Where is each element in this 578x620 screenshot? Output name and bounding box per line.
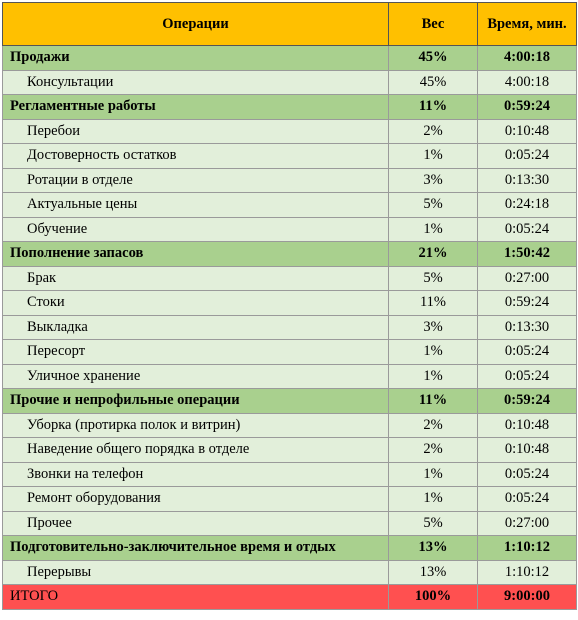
weight-cell: 1%: [389, 462, 478, 487]
weight-cell: 13%: [389, 560, 478, 585]
time-cell: 0:24:18: [478, 193, 577, 218]
weight-cell: 1%: [389, 340, 478, 365]
time-cell: 0:59:24: [478, 95, 577, 120]
time-cell: 0:27:00: [478, 266, 577, 291]
time-cell: 0:10:48: [478, 413, 577, 438]
operation-name-cell: Продажи: [3, 46, 389, 71]
table-row: [3, 291, 577, 316]
time-cell: 1:10:12: [478, 536, 577, 561]
table-row: [3, 413, 577, 438]
operation-name-cell: Подготовительно-заключительное время и отдых: [3, 536, 389, 561]
weight-cell: 2%: [389, 413, 478, 438]
time-cell: 0:13:30: [478, 315, 577, 340]
time-cell: 4:00:18: [478, 46, 577, 71]
time-cell: 9:00:00: [478, 585, 577, 610]
time-cell: 0:05:24: [478, 144, 577, 169]
time-cell: 0:13:30: [478, 168, 577, 193]
weight-cell: 11%: [389, 389, 478, 414]
operation-name-cell: Пересорт: [3, 340, 389, 365]
operation-name-cell: Обучение: [3, 217, 389, 242]
weight-cell: 5%: [389, 511, 478, 536]
time-cell: 1:50:42: [478, 242, 577, 267]
weight-cell: 11%: [389, 291, 478, 316]
operation-name-cell: Брак: [3, 266, 389, 291]
header-row: [3, 3, 577, 46]
operation-name-cell: Ремонт оборудования: [3, 487, 389, 512]
operation-name-cell: Консультации: [3, 70, 389, 95]
operation-name-cell: Регламентные работы: [3, 95, 389, 120]
weight-cell: 5%: [389, 266, 478, 291]
group-row: [3, 536, 577, 561]
operation-name-cell: Звонки на телефон: [3, 462, 389, 487]
time-cell: 0:10:48: [478, 119, 577, 144]
table-row: [3, 364, 577, 389]
weight-cell: 2%: [389, 438, 478, 463]
operation-name-cell: Прочие и непрофильные операции: [3, 389, 389, 414]
weight-cell: 3%: [389, 168, 478, 193]
time-cell: 0:05:24: [478, 462, 577, 487]
table-body: [3, 46, 577, 610]
weight-cell: 21%: [389, 242, 478, 267]
table-row: [3, 315, 577, 340]
operation-name-cell: Прочее: [3, 511, 389, 536]
total-row: [3, 585, 577, 610]
operation-name-cell: Уборка (протирка полок и витрин): [3, 413, 389, 438]
time-cell: 0:05:24: [478, 487, 577, 512]
header-time: Время, мин.: [478, 3, 577, 46]
time-cell: 0:59:24: [478, 291, 577, 316]
table-row: [3, 438, 577, 463]
weight-cell: 1%: [389, 364, 478, 389]
weight-cell: 2%: [389, 119, 478, 144]
time-cell: 0:27:00: [478, 511, 577, 536]
operation-name-cell: Пополнение запасов: [3, 242, 389, 267]
table-row: [3, 487, 577, 512]
table-row: [3, 144, 577, 169]
operation-name-cell: Достоверность остатков: [3, 144, 389, 169]
table-row: [3, 70, 577, 95]
time-cell: 0:59:24: [478, 389, 577, 414]
operation-name-cell: ИТОГО: [3, 585, 389, 610]
weight-cell: 45%: [389, 46, 478, 71]
table-row: [3, 266, 577, 291]
operation-name-cell: Перерывы: [3, 560, 389, 585]
weight-cell: 1%: [389, 217, 478, 242]
operation-name-cell: Актуальные цены: [3, 193, 389, 218]
time-cell: 0:10:48: [478, 438, 577, 463]
weight-cell: 1%: [389, 144, 478, 169]
time-cell: 0:05:24: [478, 364, 577, 389]
weight-cell: 45%: [389, 70, 478, 95]
operation-name-cell: Ротации в отделе: [3, 168, 389, 193]
table-row: [3, 560, 577, 585]
weight-cell: 1%: [389, 487, 478, 512]
weight-cell: 5%: [389, 193, 478, 218]
time-cell: 0:05:24: [478, 340, 577, 365]
group-row: [3, 46, 577, 71]
header-weight: Вес: [389, 3, 478, 46]
table-row: [3, 217, 577, 242]
operation-name-cell: Перебои: [3, 119, 389, 144]
operation-name-cell: Наведение общего порядка в отделе: [3, 438, 389, 463]
table-row: [3, 511, 577, 536]
table-row: [3, 340, 577, 365]
operation-name-cell: Стоки: [3, 291, 389, 316]
group-row: [3, 389, 577, 414]
weight-cell: 3%: [389, 315, 478, 340]
table-row: [3, 168, 577, 193]
operation-name-cell: Выкладка: [3, 315, 389, 340]
weight-cell: 13%: [389, 536, 478, 561]
weight-cell: 11%: [389, 95, 478, 120]
weight-cell: 100%: [389, 585, 478, 610]
table-row: [3, 193, 577, 218]
operations-time-table: [2, 2, 577, 610]
table-row: [3, 119, 577, 144]
time-cell: 1:10:12: [478, 560, 577, 585]
group-row: [3, 242, 577, 267]
time-cell: 0:05:24: [478, 217, 577, 242]
time-cell: 4:00:18: [478, 70, 577, 95]
header-operations: Операции: [3, 3, 389, 46]
operation-name-cell: Уличное хранение: [3, 364, 389, 389]
group-row: [3, 95, 577, 120]
table-row: [3, 462, 577, 487]
